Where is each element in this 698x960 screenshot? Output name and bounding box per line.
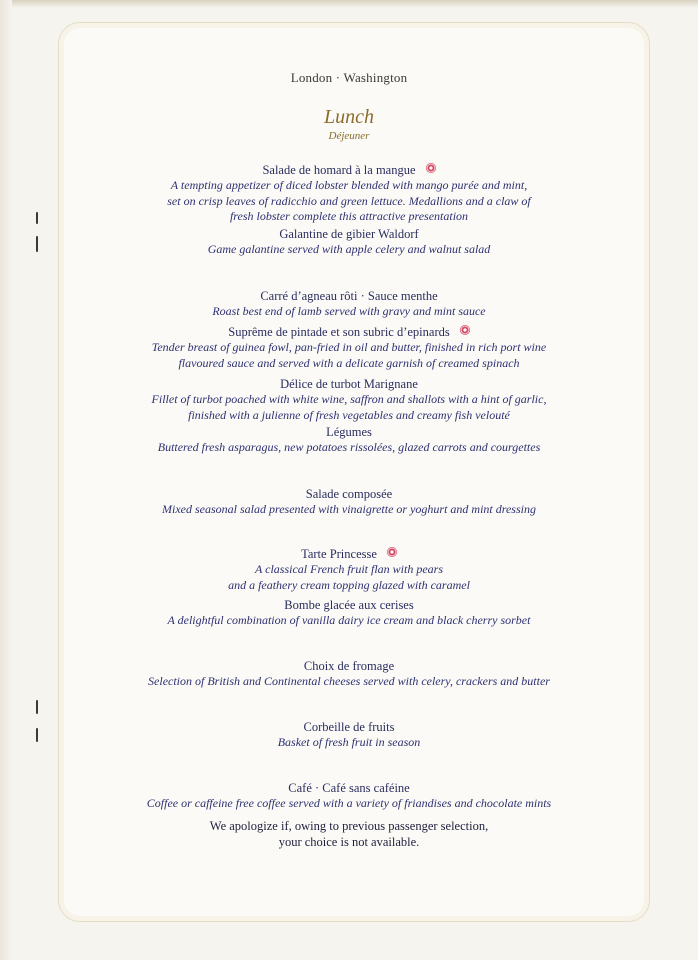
menu-item-name: Tarte Princesse: [0, 546, 698, 562]
menu-item-description: A classical French fruit flan with pears: [255, 562, 443, 576]
menu-title: Lunch: [324, 106, 374, 128]
menu-item-description: fresh lobster complete this attractive presentation: [229, 209, 469, 223]
menu-item: [0, 658, 698, 690]
menu-item: [0, 486, 698, 518]
menu-item-description: Fillet of turbot poached with white wine, saffron and shallots with a hint of garlic,: [151, 392, 547, 406]
menu-item: [0, 780, 698, 812]
menu-item: [0, 324, 698, 371]
menu-item-description: Mixed seasonal salad presented with vinaigrette or yoghurt and mint dressing: [162, 502, 536, 516]
menu-item-description: Coffee or caffeine free coffee served with a variety of friandises and chocolate mints: [146, 796, 552, 810]
page-left-edge: [0, 0, 12, 960]
menu-item-description: finished with a julienne of fresh vegetables and creamy fish velouté: [188, 407, 510, 422]
flower-icon: [426, 163, 436, 173]
menu-item-description: set on crisp leaves of radicchio and green lettuce. Medallions and a claw of: [167, 193, 531, 208]
menu-item-name: Corbeille de fruits: [303, 720, 395, 734]
menu-item-name: Salade composée: [305, 487, 393, 501]
menu-item-name: Café · Café sans caféine: [288, 781, 410, 795]
availability-notice: [0, 818, 698, 850]
menu-item: [0, 376, 698, 423]
menu-item-name: Délice de turbot Marignane: [280, 377, 418, 391]
notice-line: We apologize if, owing to previous passenger selection,: [209, 819, 489, 833]
flower-icon: [387, 547, 397, 557]
menu-item-description: Roast best end of lamb served with gravy and mint sauce: [212, 304, 486, 318]
menu-item-description: Buttered fresh asparagus, new potatoes rissolées, glazed carrots and courgettes: [157, 440, 541, 454]
menu-item-description: Tender breast of guinea fowl, pan-fried in oil and butter, finished in rich port wine: [151, 340, 547, 354]
menu-item-name: Suprême de pintade et son subric d’epinards: [0, 324, 698, 340]
menu-item: [0, 226, 698, 258]
route-heading: London · Washington: [290, 70, 408, 85]
menu-item: [0, 597, 698, 629]
menu-item: [0, 546, 698, 593]
menu-item: [0, 288, 698, 320]
flower-icon: [460, 325, 470, 335]
menu-subtitle: Déjeuner: [328, 130, 370, 142]
menu-item-name: Salade de homard à la mangue: [0, 162, 698, 178]
menu-item: [0, 162, 698, 225]
page-top-edge: [0, 0, 698, 8]
menu-item-name: Carré d’agneau rôti · Sauce menthe: [260, 289, 438, 303]
menu-item-name: Choix de fromage: [303, 659, 395, 673]
menu-item-name: Légumes: [326, 425, 372, 439]
binding-mark: [36, 700, 38, 714]
menu-item-description: Basket of fresh fruit in season: [277, 735, 421, 749]
menu-item: [0, 719, 698, 751]
menu-item-name: Galantine de gibier Waldorf: [279, 227, 419, 241]
menu-item-description: Selection of British and Continental cheeses served with celery, crackers and butter: [148, 674, 550, 688]
menu-item-description: and a feathery cream topping glazed with caramel: [228, 577, 470, 592]
menu-item: [0, 424, 698, 456]
menu-item-description: A tempting appetizer of diced lobster blended with mango purée and mint,: [170, 178, 528, 192]
menu-item-description: A delightful combination of vanilla dairy ice cream and black cherry sorbet: [167, 613, 531, 627]
notice-line: your choice is not available.: [278, 835, 420, 849]
menu-item-name: Bombe glacée aux cerises: [284, 598, 414, 612]
menu-item-description: flavoured sauce and served with a delicate garnish of creamed spinach: [178, 355, 520, 370]
menu-item-description: Game galantine served with apple celery and walnut salad: [207, 242, 491, 256]
